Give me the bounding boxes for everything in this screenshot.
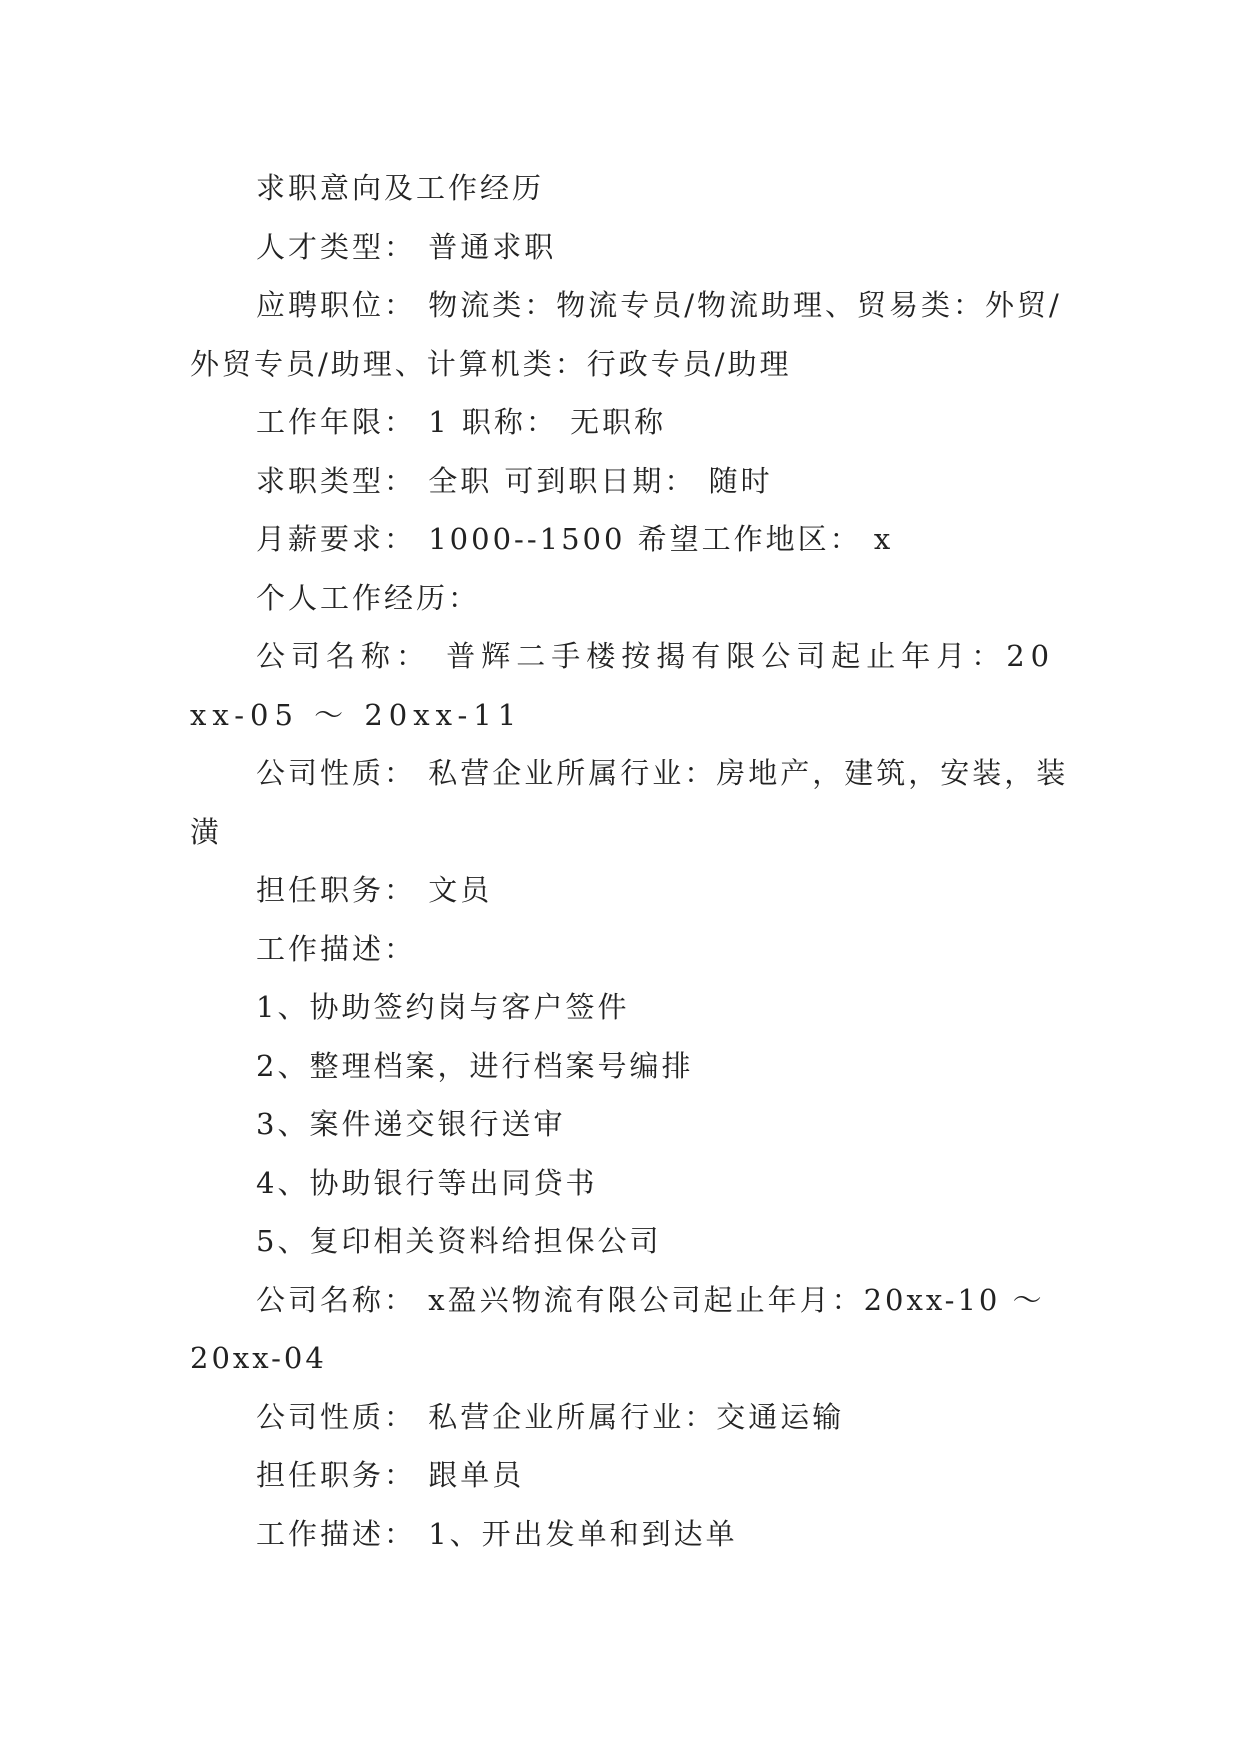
salary-line: 月薪要求： 1000--1500 希望工作地区： x [256, 522, 894, 556]
talent-type-line: 人才类型： 普通求职 [256, 229, 557, 264]
list-item: 3、案件递交银行送审 [256, 1107, 566, 1141]
job-type-line: 求职类型： 全职 可到职日期： 随时 [256, 463, 773, 498]
company-1-role-line: 担任职务： 文员 [256, 873, 493, 907]
list-item: 2、整理档案，进行档案号编排 [256, 1048, 694, 1083]
section-heading: 求职意向及工作经历 [256, 171, 545, 205]
list-item: 4、协助银行等出同贷书 [256, 1165, 598, 1200]
list-item: 1、协助签约岗与客户签件 [256, 990, 630, 1024]
company-2-description-line: 工作描述： 1、开出发单和到达单 [256, 1516, 738, 1551]
list-item: 5、复印相关资料给担保公司 [256, 1224, 662, 1258]
work-years-line: 工作年限： 1 职称： 无职称 [256, 405, 667, 439]
document-body [190, 159, 1070, 1563]
company-1-nature-line: 公司性质： 私营企业所属行业：房地产，建筑，安装，装潢 [190, 756, 1069, 849]
work-history-heading: 个人工作经历： [256, 580, 481, 615]
desired-position-line: 应聘职位： 物流类：物流专员/物流助理、贸易类：外贸/外贸专员/助理、计算机类：行政专员/助理 [190, 288, 1062, 381]
company-2-nature-line: 公司性质： 私营企业所属行业：交通运输 [256, 1399, 845, 1434]
company-2-role-line: 担任职务： 跟单员 [256, 1458, 525, 1492]
company-1-name-line: 公司名称： 普辉二手楼按揭有限公司起止年月：20xx-05 ～ 20xx-11 [190, 639, 1056, 732]
company-2-name-line: 公司名称： x盈兴物流有限公司起止年月：20xx-10 ～ 20xx-04 [190, 1282, 1057, 1375]
company-1-description-heading: 工作描述： [256, 931, 417, 966]
